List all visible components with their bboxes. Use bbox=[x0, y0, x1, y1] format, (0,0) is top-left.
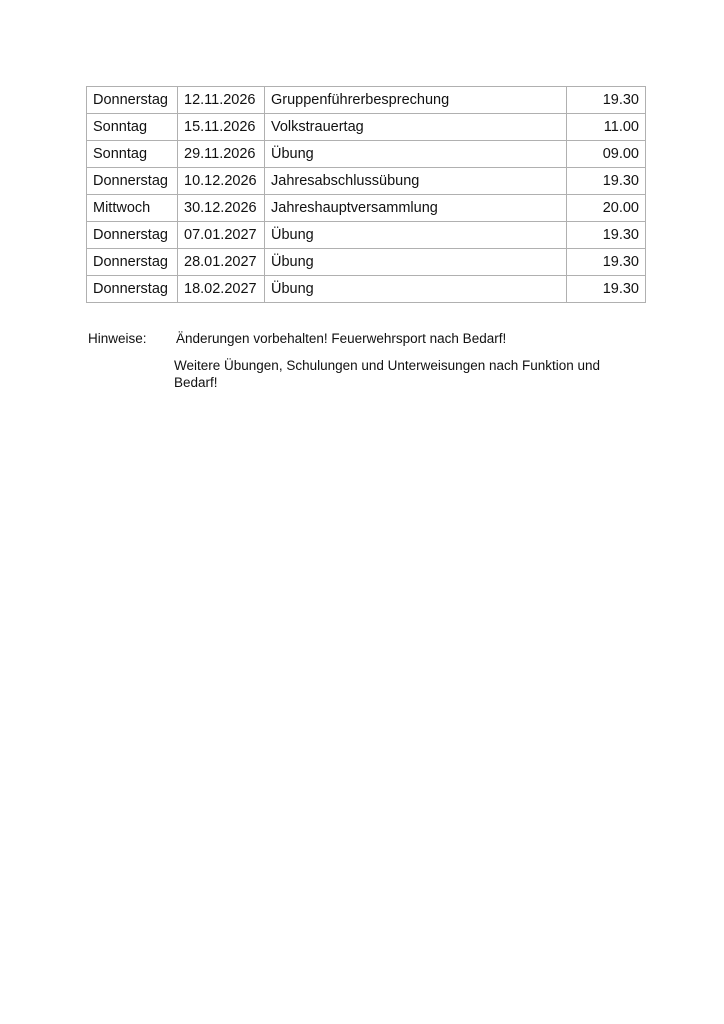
day-cell: Donnerstag bbox=[87, 249, 178, 276]
event-cell: Übung bbox=[265, 249, 567, 276]
time-cell: 19.30 bbox=[567, 249, 646, 276]
table-row bbox=[87, 168, 646, 195]
day-cell: Donnerstag bbox=[87, 168, 178, 195]
day-cell: Donnerstag bbox=[87, 276, 178, 303]
table-row bbox=[87, 195, 646, 222]
schedule-table bbox=[86, 86, 646, 303]
time-cell: 20.00 bbox=[567, 195, 646, 222]
table-row bbox=[87, 141, 646, 168]
date-cell: 10.12.2026 bbox=[178, 168, 265, 195]
day-cell: Donnerstag bbox=[87, 87, 178, 114]
table-row bbox=[87, 276, 646, 303]
time-cell: 19.30 bbox=[567, 276, 646, 303]
time-cell: 19.30 bbox=[567, 222, 646, 249]
day-cell: Sonntag bbox=[87, 141, 178, 168]
day-cell: Mittwoch bbox=[87, 195, 178, 222]
day-cell: Donnerstag bbox=[87, 222, 178, 249]
time-cell: 19.30 bbox=[567, 168, 646, 195]
event-cell: Jahreshauptversammlung bbox=[265, 195, 567, 222]
event-cell: Volkstrauertag bbox=[265, 114, 567, 141]
time-cell: 11.00 bbox=[567, 114, 646, 141]
date-cell: 28.01.2027 bbox=[178, 249, 265, 276]
time-cell: 09.00 bbox=[567, 141, 646, 168]
table-row bbox=[87, 249, 646, 276]
event-cell: Übung bbox=[265, 141, 567, 168]
table-row bbox=[87, 222, 646, 249]
event-cell: Jahresabschlussübung bbox=[265, 168, 567, 195]
event-cell: Gruppenführerbesprechung bbox=[265, 87, 567, 114]
date-cell: 29.11.2026 bbox=[178, 141, 265, 168]
event-cell: Übung bbox=[265, 276, 567, 303]
date-cell: 15.11.2026 bbox=[178, 114, 265, 141]
notes-line-1: Änderungen vorbehalten! Feuerwehrsport nach Bedarf! bbox=[176, 331, 507, 346]
day-cell: Sonntag bbox=[87, 114, 178, 141]
date-cell: 07.01.2027 bbox=[178, 222, 265, 249]
event-cell: Übung bbox=[265, 222, 567, 249]
notes-line-2: Weitere Übungen, Schulungen und Unterweisungen nach Funktion und Bedarf! bbox=[174, 358, 601, 390]
table-row bbox=[87, 87, 646, 114]
date-cell: 18.02.2027 bbox=[178, 276, 265, 303]
notes-label: Hinweise: bbox=[88, 331, 147, 346]
date-cell: 30.12.2026 bbox=[178, 195, 265, 222]
table-row bbox=[87, 114, 646, 141]
date-cell: 12.11.2026 bbox=[178, 87, 265, 114]
time-cell: 19.30 bbox=[567, 87, 646, 114]
